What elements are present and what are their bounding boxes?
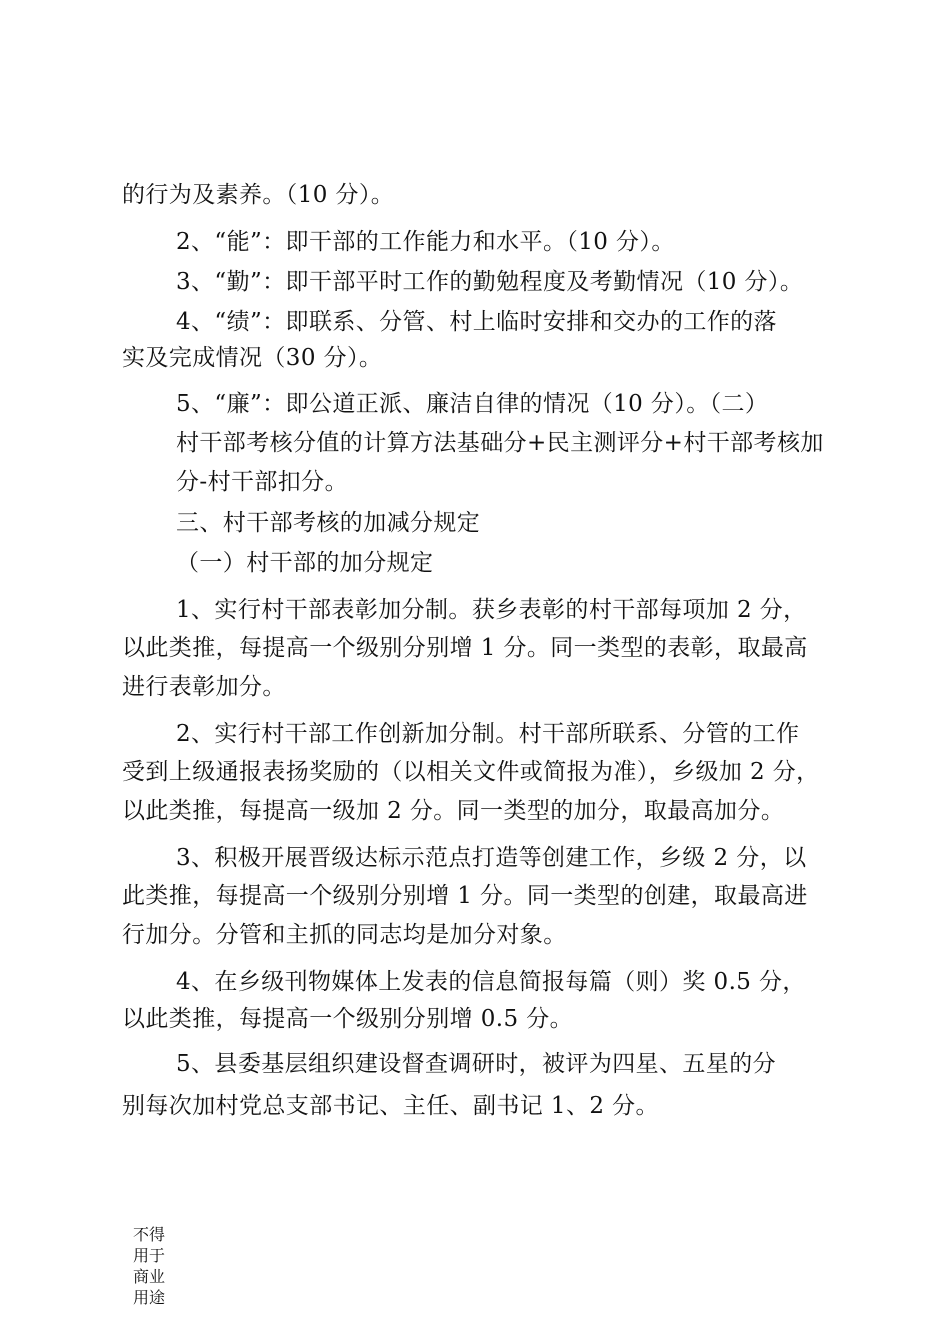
text-line: 5、“廉”：即公道正派、廉洁自律的情况（10 分）。（二） bbox=[176, 391, 769, 417]
text-line: 实及完成情况（30 分）。 bbox=[122, 345, 383, 371]
text-line: 此类推，每提高一个级别分别增 1 分。同一类型的创建，取最高进 bbox=[122, 883, 808, 909]
text-line: 1、实行村干部表彰加分制。获乡表彰的村干部每项加 2 分， bbox=[176, 597, 807, 623]
subsection-heading: （一）村干部的加分规定 bbox=[176, 550, 434, 576]
text-line: 4、在乡级刊物媒体上发表的信息简报每篇（则）奖 0.5 分， bbox=[176, 969, 806, 995]
text-line: 3、积极开展晋级达标示范点打造等创建工作，乡级 2 分，以 bbox=[176, 845, 807, 871]
footer-note-line: 用途 bbox=[133, 1288, 166, 1307]
text-line: 以此类推，每提高一个级别分别增 0.5 分。 bbox=[122, 1006, 573, 1032]
text-line: 进行表彰加分。 bbox=[122, 674, 286, 700]
footer-note-line: 不得 bbox=[133, 1225, 166, 1244]
text-line: 2、“能”：即干部的工作能力和水平。（10 分）。 bbox=[176, 229, 675, 255]
footer-note-line: 用于 bbox=[133, 1246, 166, 1265]
text-line: 3、“勤”：即干部平时工作的勤勉程度及考勤情况（10 分）。 bbox=[176, 269, 804, 295]
text-line: 以此类推，每提高一个级别分别增 1 分。同一类型的表彰，取最高 bbox=[122, 635, 808, 661]
section-heading: 三、村干部考核的加减分规定 bbox=[176, 510, 481, 536]
text-line: 别每次加村党总支部书记、主任、副书记 1、2 分。 bbox=[122, 1093, 659, 1119]
text-line: 2、实行村干部工作创新加分制。村干部所联系、分管的工作 bbox=[176, 721, 800, 747]
text-line: 以此类推，每提高一级加 2 分。同一类型的加分，取最高加分。 bbox=[122, 798, 785, 824]
text-line: 的行为及素养。（10 分）。 bbox=[122, 182, 395, 208]
text-line: 受到上级通报表扬奖励的（以相关文件或简报为准），乡级加 2 分， bbox=[122, 759, 820, 785]
text-line: 村干部考核分值的计算方法基础分+民主测评分+村干部考核加 bbox=[176, 430, 824, 456]
text-line: 分-村干部扣分。 bbox=[176, 469, 348, 495]
footer-note-line: 商业 bbox=[133, 1267, 166, 1286]
text-line: 5、县委基层组织建设督查调研时，被评为四星、五星的分 bbox=[176, 1051, 777, 1077]
text-line: 行加分。分管和主抓的同志均是加分对象。 bbox=[122, 922, 567, 948]
text-line: 4、“绩”：即联系、分管、村上临时安排和交办的工作的落 bbox=[176, 309, 777, 335]
